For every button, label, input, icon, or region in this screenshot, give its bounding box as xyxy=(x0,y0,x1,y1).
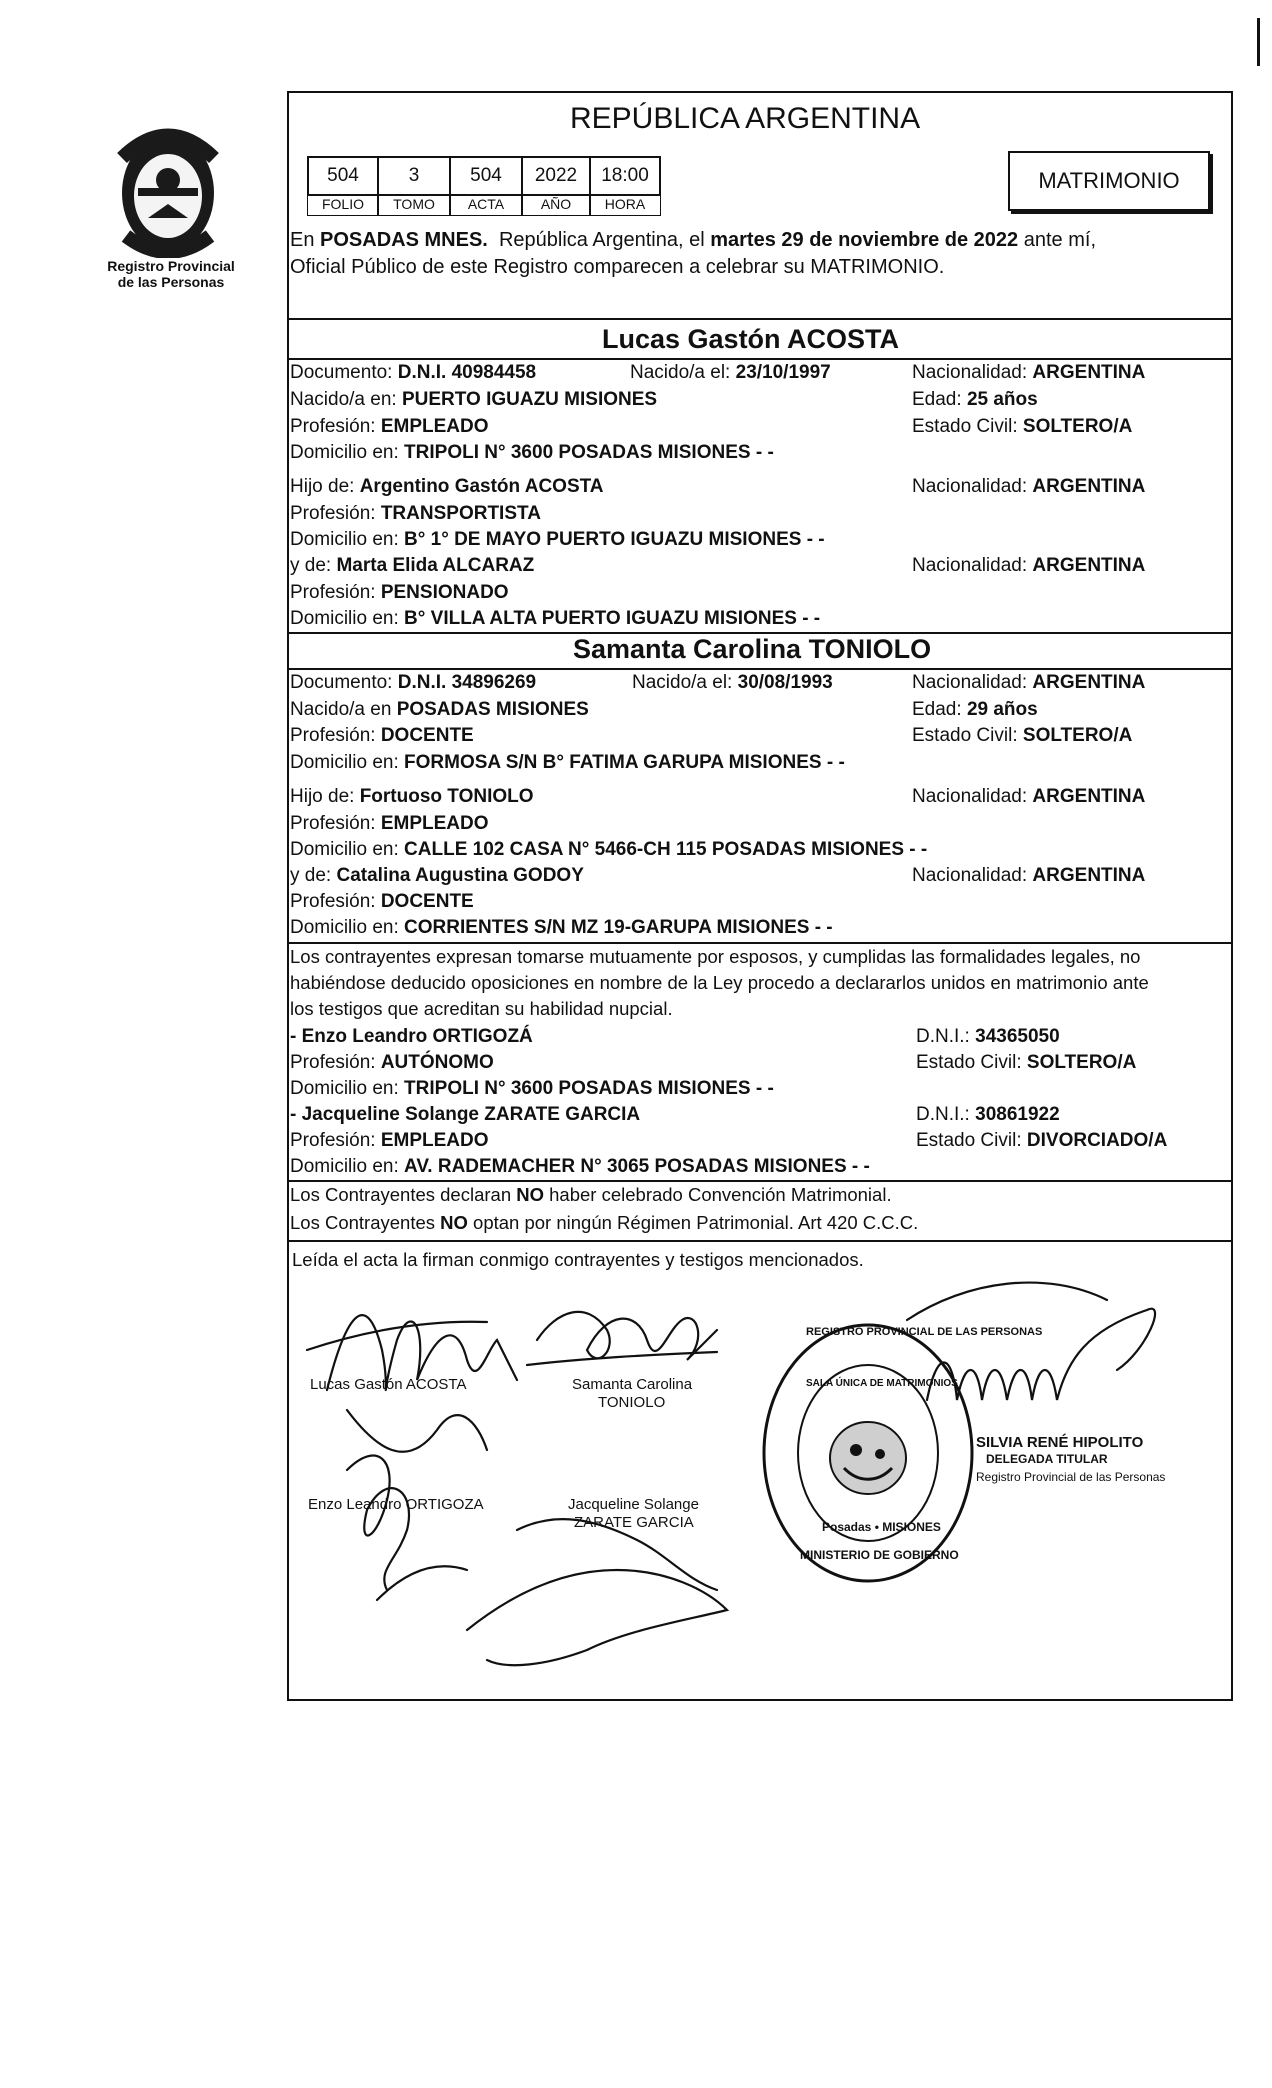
witness2-civil-status: Estado Civil: DIVORCIADO/A xyxy=(916,1130,1168,1151)
spouse2-age: Edad: 29 años xyxy=(912,699,1038,720)
spouse1-mother-profession: Profesión: PENSIONADO xyxy=(290,582,509,603)
official-name: SILVIA RENÉ HIPOLITO xyxy=(976,1434,1144,1451)
declaration-line-1: Los contrayentes expresan tomarse mutuamente por esposos, y cumplidas las formalidades legales, no xyxy=(290,946,1141,967)
spouse1-father: Hijo de: Argentino Gastón ACOSTA xyxy=(290,476,604,497)
stamp-city: Posadas • MISIONES xyxy=(822,1520,941,1534)
spouse2-father-nationality: Nacionalidad: ARGENTINA xyxy=(912,786,1146,807)
act-type: MATRIMONIO xyxy=(1038,168,1180,193)
tomo-label: TOMO xyxy=(377,196,451,216)
witness1-name: - Enzo Leandro ORTIGOZÁ xyxy=(290,1026,533,1047)
folio-value: 504 xyxy=(307,156,379,196)
act-type-box xyxy=(1008,151,1210,211)
spouse2-name: Samanta Carolina TONIOLO xyxy=(573,634,932,664)
acta-value: 504 xyxy=(449,156,523,196)
country-title: REPÚBLICA ARGENTINA xyxy=(570,102,921,135)
spouse1-mother-nationality: Nacionalidad: ARGENTINA xyxy=(912,555,1146,576)
witness1-address: Domicilio en: TRIPOLI N° 3600 POSADAS MISIONES - - xyxy=(290,1078,774,1099)
spouse2-mother: y de: Catalina Augustina GODOY xyxy=(290,865,584,886)
spouse1-profession: Profesión: EMPLEADO xyxy=(290,416,489,437)
spouse1-nationality: Nacionalidad: ARGENTINA xyxy=(912,362,1146,383)
spouse2-father: Hijo de: Fortuoso TONIOLO xyxy=(290,786,534,807)
spouse1-mother: y de: Marta Elida ALCARAZ xyxy=(290,555,535,576)
stamp-ring-outer: REGISTRO PROVINCIAL DE LAS PERSONAS xyxy=(806,1326,1043,1338)
spouse2-civil-status: Estado Civil: SOLTERO/A xyxy=(912,725,1133,746)
intro-line-2: Oficial Público de este Registro comparecen a celebrar su MATRIMONIO. xyxy=(290,256,945,278)
witness2-name: - Jacqueline Solange ZARATE GARCIA xyxy=(290,1104,641,1125)
year-label: AÑO xyxy=(521,196,591,216)
declaration-line-3: los testigos que acreditan su habilidad nupcial. xyxy=(290,998,673,1019)
signature-label-acosta: Lucas Gastón ACOSTA xyxy=(310,1376,467,1393)
spouse2-birthdate: Nacido/a el: 30/08/1993 xyxy=(632,672,833,693)
official-role: DELEGADA TITULAR xyxy=(986,1452,1108,1466)
spouse1-father-address: Domicilio en: B° 1° DE MAYO PUERTO IGUAZU MISIONES - - xyxy=(290,529,825,550)
spouse2-mother-nationality: Nacionalidad: ARGENTINA xyxy=(912,865,1146,886)
registry-name-line1: Registro Provincial xyxy=(107,258,235,274)
stamp-ring-inner: SALA ÚNICA DE MATRIMONIOS xyxy=(806,1378,958,1389)
registry-name-line2: de las Personas xyxy=(117,274,225,290)
witness2-address: Domicilio en: AV. RADEMACHER N° 3065 POSADAS MISIONES - - xyxy=(290,1156,870,1177)
registry-seal-icon xyxy=(108,118,228,258)
spouse1-father-profession: Profesión: TRANSPORTISTA xyxy=(290,503,541,524)
spouse1-birthdate: Nacido/a el: 23/10/1997 xyxy=(630,362,831,383)
witness1-dni: D.N.I.: 34365050 xyxy=(916,1026,1060,1047)
year-value: 2022 xyxy=(521,156,591,196)
witness1-civil-status: Estado Civil: SOLTERO/A xyxy=(916,1052,1137,1073)
spouse2-profession: Profesión: DOCENTE xyxy=(290,725,474,746)
witness2-dni: D.N.I.: 30861922 xyxy=(916,1104,1060,1125)
spouse1-address: Domicilio en: TRIPOLI N° 3600 POSADAS MISIONES - - xyxy=(290,442,774,463)
margin-mark xyxy=(1257,18,1260,66)
spouse2-father-address: Domicilio en: CALLE 102 CASA N° 5466-CH 115 POSADAS MISIONES - - xyxy=(290,839,928,860)
regime-line-2: Los Contrayentes NO optan por ningún Régimen Patrimonial. Art 420 C.C.C. xyxy=(290,1212,919,1233)
signature-label-zarate-2: ZARATE GARCIA xyxy=(574,1514,694,1531)
spouse2-document: Documento: D.N.I. 34896269 xyxy=(290,672,537,693)
time-label: HORA xyxy=(589,196,661,216)
spouse2-mother-profession: Profesión: DOCENTE xyxy=(290,891,474,912)
signature-label-toniolo-2: TONIOLO xyxy=(598,1394,666,1411)
intro-line-1: En POSADAS MNES. República Argentina, el martes 29 de noviembre de 2022 ante mí, xyxy=(290,229,1097,251)
spouse1-birthplace: Nacido/a en: PUERTO IGUAZU MISIONES xyxy=(290,389,658,410)
spouse2-father-profession: Profesión: EMPLEADO xyxy=(290,813,489,834)
closing-statement: Leída el acta la firman conmigo contrayentes y testigos mencionados. xyxy=(292,1249,864,1270)
signature-ortigoza xyxy=(347,1456,409,1590)
signature-zarate xyxy=(467,1570,727,1665)
signature-label-ortigoza: Enzo Leandro ORTIGOZA xyxy=(308,1496,484,1513)
stamp-bottom: MINISTERIO DE GOBIERNO xyxy=(800,1548,959,1562)
tomo-value: 3 xyxy=(377,156,451,196)
spouse2-mother-address: Domicilio en: CORRIENTES S/N MZ 19-GARUPA MISIONES - - xyxy=(290,917,833,938)
declaration-line-2: habiéndose deducido oposiciones en nombre de la Ley procedo a declararlos unidos en matrimonio ante xyxy=(290,972,1149,993)
spouse2-address: Domicilio en: FORMOSA S/N B° FATIMA GARUPA MISIONES - - xyxy=(290,752,845,773)
spouse2-birthplace: Nacido/a en POSADAS MISIONES xyxy=(290,699,589,720)
spouse1-civil-status: Estado Civil: SOLTERO/A xyxy=(912,416,1133,437)
acta-label: ACTA xyxy=(449,196,523,216)
witness2-profession: Profesión: EMPLEADO xyxy=(290,1130,489,1151)
time-value: 18:00 xyxy=(589,156,661,196)
spouse1-age: Edad: 25 años xyxy=(912,389,1038,410)
spouse1-mother-address: Domicilio en: B° VILLA ALTA PUERTO IGUAZU MISIONES - - xyxy=(290,608,821,629)
signature-label-zarate-1: Jacqueline Solange xyxy=(568,1496,699,1513)
folio-label: FOLIO xyxy=(307,196,379,216)
spouse1-name: Lucas Gastón ACOSTA xyxy=(602,324,900,354)
spouse1-document: Documento: D.N.I. 40984458 xyxy=(290,362,537,383)
registry-logo xyxy=(108,118,228,258)
spouse1-father-nationality: Nacionalidad: ARGENTINA xyxy=(912,476,1146,497)
witness1-profession: Profesión: AUTÓNOMO xyxy=(290,1052,494,1073)
spouse2-nationality: Nacionalidad: ARGENTINA xyxy=(912,672,1146,693)
official-office: Registro Provincial de las Personas xyxy=(976,1470,1166,1484)
signature-label-toniolo-1: Samanta Carolina xyxy=(572,1376,693,1393)
regime-line-1: Los Contrayentes declaran NO haber celebrado Convención Matrimonial. xyxy=(290,1184,892,1205)
